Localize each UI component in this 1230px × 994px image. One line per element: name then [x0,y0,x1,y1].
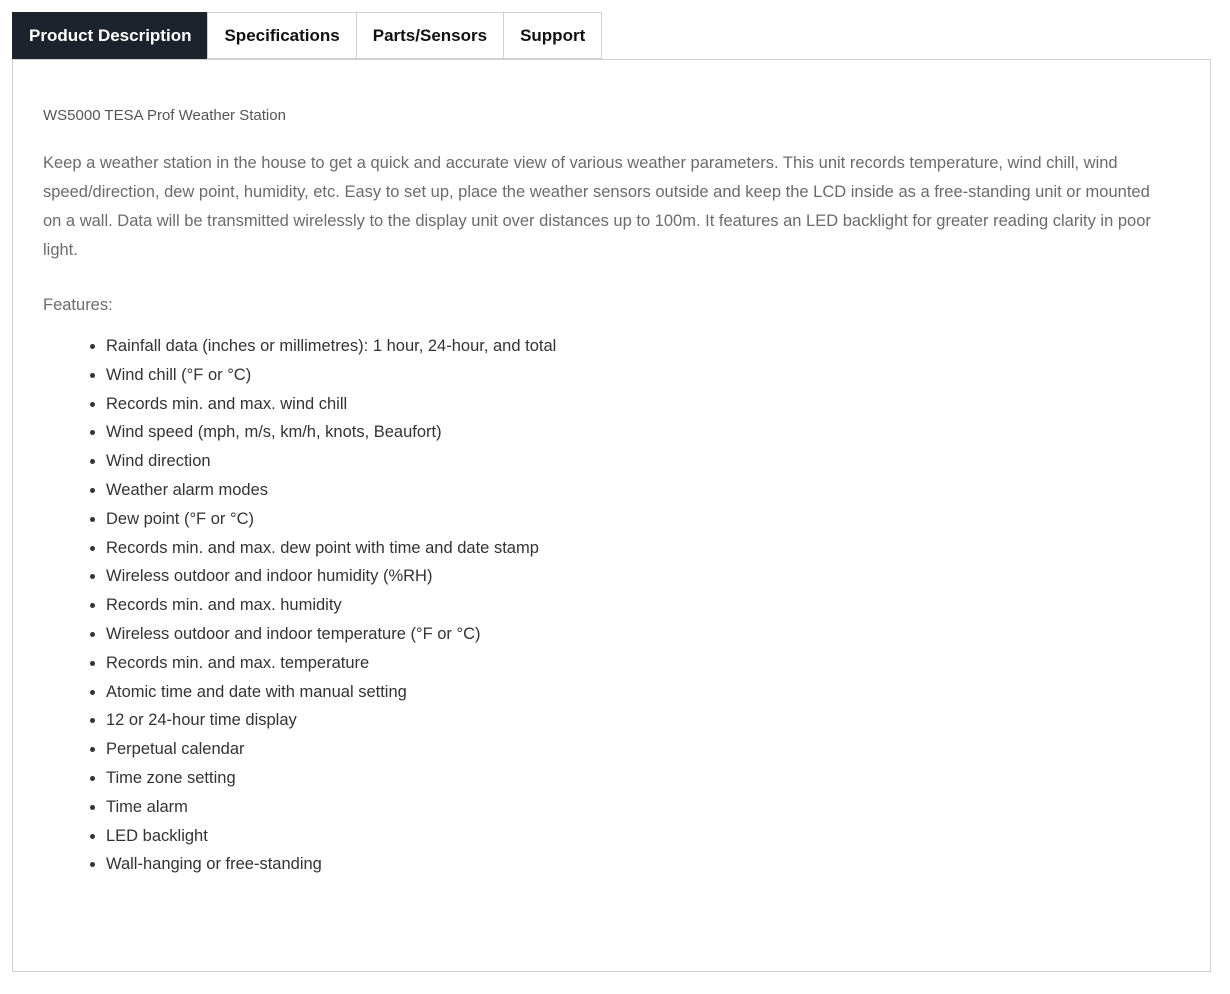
feature-list [43,332,1180,879]
list-item: • Atomic time and date with manual setting [106,678,1180,707]
product-description-text: Keep a weather station in the house to get a quick and accurate view of various weather parameters. This unit records temperature, wind chill, wind speed/direction, dew point, humidity, etc. Easy to set up, place the weather sensors outside and keep the LCD inside as a free-standing unit or mounted on a wall. Data will be transmitted wirelessly to the display unit over distances up to 100m. It features an LED backlight for greater reading clarity in poor light. [43,154,1151,259]
list-item: • 12 or 24-hour time display [106,706,1180,735]
product-title: WS5000 TESA Prof Weather Station [43,107,286,124]
tab-specifications[interactable]: Specifications [207,12,356,59]
tab-panel-product-description [12,59,1211,972]
list-item: • Wind direction [106,447,1180,476]
tab-product-description[interactable]: Product Description [12,12,208,59]
list-item: • Wall-hanging or free-standing [106,850,1180,879]
list-item: • Weather alarm modes [106,476,1180,505]
list-item: • Rainfall data (inches or millimetres): 1 hour, 24-hour, and total [106,332,1180,361]
list-item: • Wireless outdoor and indoor humidity (%RH) [106,562,1180,591]
list-item: • Time zone setting [106,764,1180,793]
list-item: • Records min. and max. humidity [106,591,1180,620]
list-item: • Records min. and max. dew point with time and date stamp [106,534,1180,563]
tab-support[interactable]: Support [503,12,602,59]
tab-parts-sensors[interactable]: Parts/Sensors [356,12,504,59]
list-item: • Wind chill (°F or °C) [106,361,1180,390]
list-item: • Wireless outdoor and indoor temperature (°F or °C) [106,620,1180,649]
list-item: • Perpetual calendar [106,735,1180,764]
list-item: • LED backlight [106,822,1180,851]
features-heading: Features: [43,296,113,314]
list-item: • Wind speed (mph, m/s, km/h, knots, Beaufort) [106,418,1180,447]
list-item: • Records min. and max. wind chill [106,390,1180,419]
list-item: • Records min. and max. temperature [106,649,1180,678]
list-item: • Dew point (°F or °C) [106,505,1180,534]
list-item: • Time alarm [106,793,1180,822]
tab-bar [12,12,601,59]
